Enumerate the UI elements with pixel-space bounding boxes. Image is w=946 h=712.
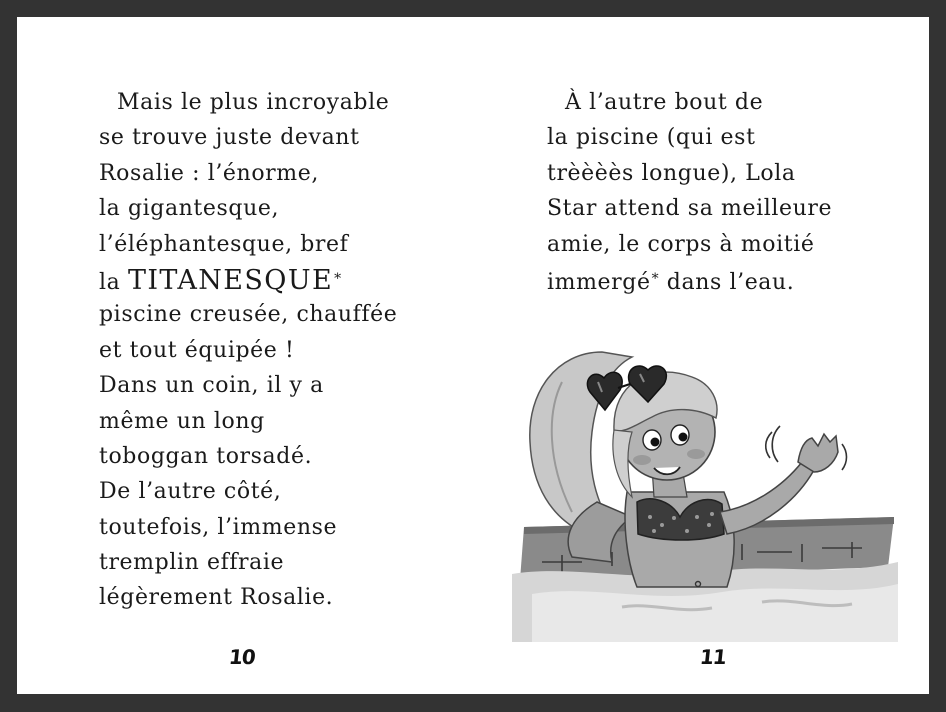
girl-in-pool-illustration — [502, 322, 902, 642]
text-line-immerge — [547, 262, 832, 297]
text-line: Dans un coin, il y a — [99, 373, 324, 399]
text-line: toutefois, l’immense — [99, 514, 338, 540]
text-line: l’éléphantesque, bref — [99, 231, 349, 257]
text-word: dans l’eau. — [659, 269, 795, 295]
text-line: toboggan torsadé. — [99, 443, 313, 469]
text-line: Star attend sa meilleure — [547, 196, 833, 222]
text-line: amie, le corps à moitié — [547, 231, 815, 257]
page-number-right: 11 — [698, 645, 728, 669]
text-line: trèèèès longue), Lola — [547, 160, 796, 186]
text-line: la gigantesque, — [99, 196, 280, 222]
text-line: Rosalie : l’énorme, — [99, 160, 319, 186]
text-word: immergé — [547, 269, 651, 295]
text-line: tremplin effraie — [99, 550, 285, 576]
text-line: se trouve juste devant — [99, 125, 360, 151]
text-line-titanesque — [99, 262, 397, 297]
text-line: piscine creusée, chauffée — [99, 302, 398, 328]
text-word: la — [99, 269, 121, 295]
left-page-text — [99, 85, 397, 616]
page-number-left: 10 — [227, 645, 257, 669]
text-line: légèrement Rosalie. — [99, 585, 334, 611]
text-line: même un long — [99, 408, 265, 434]
waving-hand — [798, 434, 838, 472]
glossary-asterisk: * — [334, 270, 342, 287]
right-page-text — [547, 85, 832, 297]
emphasized-word: TITANESQUE — [127, 264, 334, 296]
glossary-asterisk: * — [651, 270, 660, 287]
text-line: la piscine (qui est — [547, 125, 756, 151]
text-line: Mais le plus incroyable — [117, 90, 390, 115]
text-line: De l’autre côté, — [99, 479, 282, 505]
text-line: et tout équipée ! — [99, 337, 295, 363]
text-line: À l’autre bout de — [565, 90, 764, 115]
book-spread — [17, 17, 929, 694]
